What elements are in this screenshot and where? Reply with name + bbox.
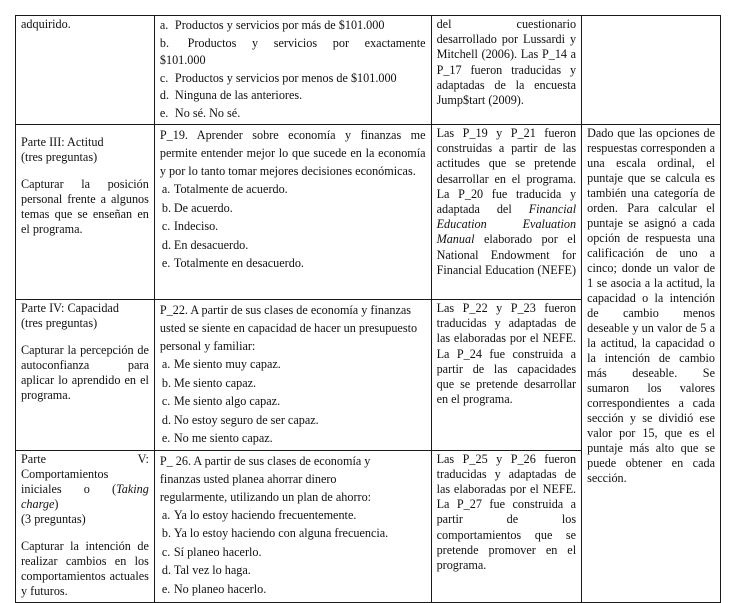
answer-option: d. Tal vez lo haga.	[161, 563, 251, 577]
section-title: Parte V: Comportamientos iniciales o (Taking charge)	[21, 451, 149, 511]
section-description-cell	[16, 300, 155, 451]
table-row-part-iii-attitude	[16, 125, 721, 300]
answer-option: a. Productos y servicios por más de $101.000	[159, 18, 385, 32]
section-purpose: Capturar la percepción de autoconfianza para aplicar lo aprendido en el programa.	[21, 343, 149, 402]
section-purpose: Capturar la posición personal frente a algunos temas que se enseñan en el programa.	[21, 177, 149, 236]
answer-option: e. Totalmente en desacuerdo.	[161, 256, 304, 270]
section-description-text: adquirido.	[21, 17, 71, 31]
answer-option: d. No estoy seguro de ser capaz.	[161, 412, 319, 427]
question-cell	[154, 16, 431, 125]
section-title-italic: Taking charge	[21, 481, 149, 511]
section-description-cell	[16, 450, 155, 602]
section-question-count: (tres preguntas)	[21, 316, 98, 330]
question-cell	[154, 450, 431, 602]
scoring-method-cell	[582, 125, 721, 603]
survey-instrument-table	[15, 15, 721, 603]
answer-options-list	[160, 355, 426, 448]
question-cell	[154, 300, 431, 451]
answer-option: a. Ya lo estoy haciendo frecuentemente.	[161, 507, 357, 522]
answer-options-list	[160, 506, 426, 599]
table-row-part-ii-continuation	[16, 16, 721, 125]
question-text-line: P_ 26. A partir de sus clases de economía y	[159, 453, 371, 468]
answer-option: c. Me siento algo capaz.	[161, 394, 281, 408]
question-text: P_22. A partir de sus clases de economía y finanzas usted se siente en capacidad de hacer un presupuesto personal y familiar:	[159, 303, 418, 353]
answer-option: e. No planeo hacerlo.	[161, 581, 267, 596]
source-text: Las P_19 y P_21 fueron construidas a partir de las actitudes que se pretende desarrollar en el programa. La P_20 fue traducida y adaptada del Financial Education Evaluation Manual elaborado por el National Endowment for Financial Education (NEFE)	[436, 126, 577, 277]
answer-options-list	[160, 180, 426, 273]
answer-option: b. Productos y servicios por exactamente	[159, 35, 426, 50]
answer-option: e. No me siento capaz.	[161, 431, 273, 445]
section-title: Parte IV: Capacidad	[21, 301, 119, 315]
answer-option: b. De acuerdo.	[161, 200, 233, 215]
answer-option: b. Ya lo estoy haciendo con alguna frecuencia.	[161, 526, 389, 540]
question-text: P_19. Aprender sobre economía y finanzas me permite entender mejor lo que sucede en la economía y por lo tanto tomar mejores decisiones económicas.	[159, 128, 426, 178]
question-text-line: regularmente, utilizando un plan de ahorro:	[159, 489, 372, 504]
source-text: Las P_25 y P_26 fueron traducidas y adaptadas de las elaboradas por el NEFE. La P_27 fue construida a partir de los comportamientos que se pretende promover en el programa.	[436, 451, 577, 572]
section-description-cell	[16, 16, 155, 125]
answer-option-continuation: $101.000	[159, 53, 206, 67]
answer-option: d. En desacuerdo.	[161, 237, 249, 252]
source-text: del cuestionario desarrollado por Lussardi y Mitchell (2006). Las P_14 a P_17 fueron traducidas y adaptadas de la encuesta Jump$tart (2009).	[436, 17, 577, 108]
question-cell	[154, 125, 431, 300]
section-purpose: Capturar la intención de realizar cambios en los comportamientos actuales y futuros.	[21, 538, 149, 598]
answer-option: c. Indeciso.	[161, 219, 219, 233]
scoring-method-text: Dado que las opciones de respuestas corresponden a una escala ordinal, el puntaje que se calcula es también una categoría de orden. Para calcular el puntaje se asignó a cada opción de respuesta una calificación de uno a cinco; donde un valor de 1 se asocia a la actitud, la capacidad o la intención de cambio menos deseable y un valor de 5 a la actitud, la capacidad o la intención de cambio más deseable. Se sumaron los valores correspondientes a cada sección y se dividió ese valor por 15, que es el puntaje más alto que se puede obtener en cada sección.	[587, 126, 715, 485]
section-question-count: (3 preguntas)	[21, 511, 86, 526]
answer-option: a. Me siento muy capaz.	[161, 357, 281, 371]
section-question-count: (tres preguntas)	[21, 150, 98, 164]
question-text-line: finanzas usted planea ahorrar dinero	[159, 471, 337, 486]
answer-option: b. Me siento capaz.	[161, 375, 257, 390]
source-cell	[431, 16, 582, 125]
answer-option: e. No sé. No sé.	[159, 105, 241, 120]
source-text: Las P_22 y P_23 fueron traducidas y adaptadas de las elaboradas por el NEFE. La P_24 fue construida a partir de las capacidades que se pretende desarrollar en el programa.	[436, 301, 577, 407]
answer-option: a. Totalmente de acuerdo.	[161, 182, 288, 196]
source-cell	[431, 300, 582, 451]
source-cell	[431, 125, 582, 300]
source-title-italic: Financial Education Evaluation Manual	[436, 202, 577, 247]
section-title: Parte III: Actitud	[21, 135, 104, 149]
answer-option: d. Ninguna de las anteriores.	[159, 88, 303, 102]
answer-option: c. Sí planeo hacerlo.	[161, 544, 262, 559]
answer-options-list	[160, 17, 426, 122]
section-description-cell	[16, 125, 155, 300]
answer-option: c. Productos y servicios por menos de $101.000	[159, 70, 397, 85]
source-cell	[431, 450, 582, 602]
scoring-cell-empty	[582, 16, 721, 125]
